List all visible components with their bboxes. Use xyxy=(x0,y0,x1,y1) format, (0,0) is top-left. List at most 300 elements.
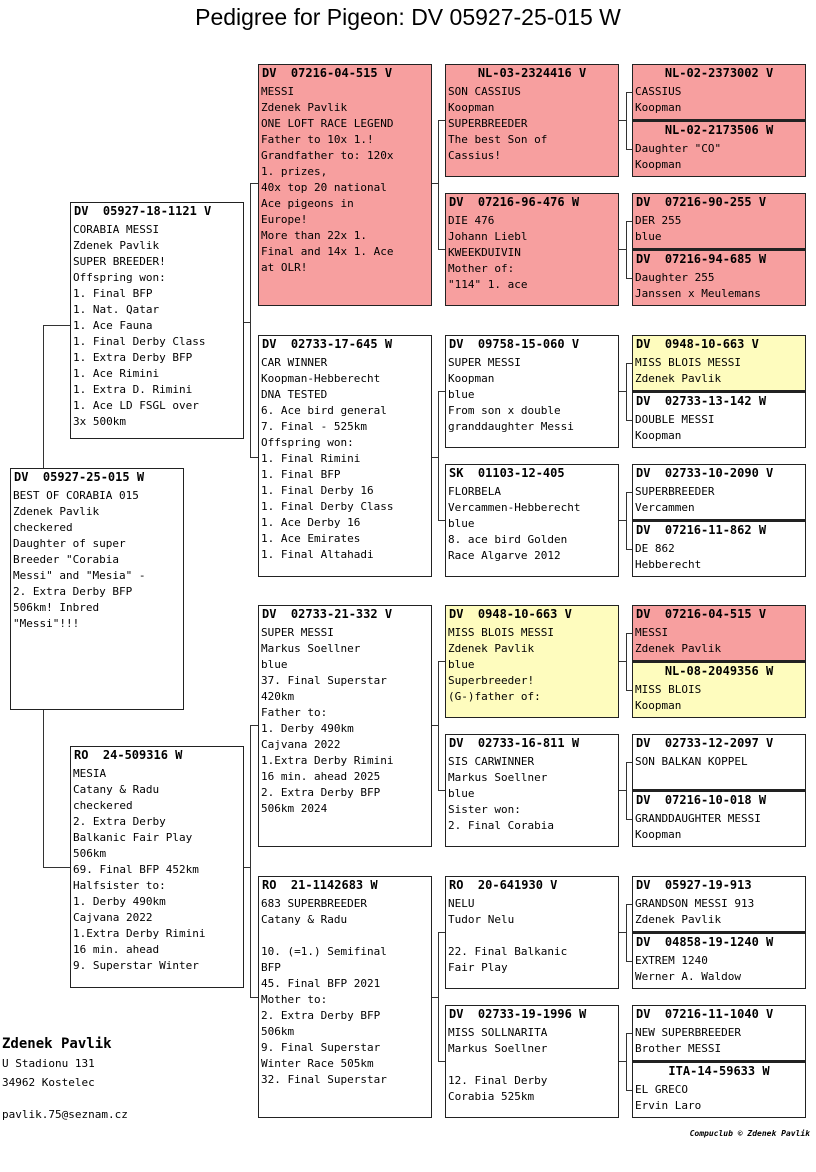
ring-number: DV 07216-11-862 W xyxy=(636,523,767,537)
pigeon-detail-line: Cajvana 2022 xyxy=(261,738,341,751)
pigeon-detail-line: Zdenek Pavlik xyxy=(448,642,535,655)
connector-line xyxy=(250,725,258,726)
ring-number: DV 07216-90-255 V xyxy=(636,195,767,209)
pigeon-detail-line: Winter Race 505km xyxy=(261,1057,374,1070)
pigeon-detail-line: The best Son of xyxy=(448,133,548,146)
pigeon-detail-line: Vercammen xyxy=(635,501,695,514)
ring-number: DV 07216-10-018 W xyxy=(636,793,767,807)
ancestor-pigeon-card xyxy=(632,193,806,249)
pigeon-detail-line: ONE LOFT RACE LEGEND xyxy=(261,117,394,130)
pigeon-detail-line: Ervin Laro xyxy=(635,1099,702,1112)
sire-pigeon-card xyxy=(70,202,244,439)
pigeon-name: SON CASSIUS xyxy=(448,85,521,98)
pigeon-name: MESSI xyxy=(635,626,669,639)
pigeon-detail-line: Zdenek Pavlik xyxy=(635,372,722,385)
ancestor-pigeon-card xyxy=(632,791,806,847)
ring-number: DV 02733-10-2090 V xyxy=(636,466,774,480)
pigeon-detail-line: 1. Final Derby Class xyxy=(73,335,206,348)
great-grandparent-pigeon-card xyxy=(445,193,619,306)
pigeon-detail-line: 37. Final Superstar xyxy=(261,674,387,687)
pigeon-name: GRANDDAUGHTER MESSI xyxy=(635,812,761,825)
pigeon-detail-line: Offspring won: xyxy=(73,271,166,284)
pigeon-detail-line: (G-)father of: xyxy=(448,690,541,703)
pigeon-details xyxy=(446,353,618,435)
pigeon-detail-line: "114" 1. ace xyxy=(448,278,528,291)
ring-number: DV 02733-16-811 W xyxy=(449,736,580,750)
pigeon-name: GRANDSON MESSI 913 xyxy=(635,897,755,910)
ring-number: ITA-14-59633 W xyxy=(668,1064,770,1078)
pigeon-detail-line: 506km 2024 xyxy=(261,802,328,815)
pigeon-detail-line: Offspring won: xyxy=(261,436,354,449)
pigeon-detail-line: 1.Extra Derby Rimini xyxy=(73,927,206,940)
connector-line xyxy=(619,120,626,121)
pigeon-detail-line: Zdenek Pavlik xyxy=(73,239,160,252)
pigeon-details xyxy=(446,623,618,705)
pigeon-detail-line: KWEEKDUIVIN xyxy=(448,246,521,259)
pigeon-name: Daughter "CO" xyxy=(635,142,722,155)
card-divider xyxy=(632,520,806,522)
connector-line xyxy=(626,92,627,149)
great-grandparent-pigeon-card xyxy=(445,335,619,448)
connector-line xyxy=(438,790,445,791)
pigeon-detail-line: Cajvana 2022 xyxy=(73,911,153,924)
connector-line xyxy=(438,932,445,933)
pigeon-detail-line: 10. (=1.) Semifinal xyxy=(261,945,387,958)
ancestor-pigeon-card xyxy=(632,335,806,391)
owner-block xyxy=(2,1035,112,1092)
great-grandparent-pigeon-card xyxy=(445,605,619,718)
connector-line xyxy=(619,249,626,250)
pigeon-detail-line: Markus Soellner xyxy=(448,771,548,784)
pigeon-detail-line: Cassius! xyxy=(448,149,501,162)
pigeon-details xyxy=(446,482,618,564)
pigeon-detail-line: 1. Ace LD FSGL over xyxy=(73,399,199,412)
ring-number: DV 07216-96-476 W xyxy=(449,195,580,209)
pigeon-detail-line: Koopman xyxy=(635,699,682,712)
pigeon-detail-line: 2. Extra Derby BFP xyxy=(261,1009,381,1022)
pigeon-detail-line: 16 min. ahead xyxy=(73,943,160,956)
pigeon-detail-line: 1. Derby 490km xyxy=(261,722,354,735)
pigeon-name: DOUBLE MESSI xyxy=(635,413,715,426)
pigeon-detail-line: 1. Ace Fauna xyxy=(73,319,153,332)
pigeon-detail-line: Brother MESSI xyxy=(635,1042,722,1055)
pigeon-details xyxy=(633,539,805,573)
pigeon-detail-line: 1. Final Altahadi xyxy=(261,548,374,561)
ring-number: DV 0948-10-663 V xyxy=(449,607,572,621)
ancestor-pigeon-card xyxy=(632,521,806,577)
connector-line xyxy=(438,661,445,662)
pigeon-detail-line: Koopman xyxy=(635,429,682,442)
pigeon-detail-line: Father to 10x 1.! xyxy=(261,133,374,146)
pigeon-name: BEST OF CORABIA 015 xyxy=(13,489,139,502)
pigeon-detail-line: 420km xyxy=(261,690,295,703)
pigeon-detail-line: Messi" and "Mesia" - xyxy=(13,569,146,582)
pigeon-detail-line: 1. Ace Emirates xyxy=(261,532,361,545)
pigeon-detail-line: 8. ace bird Golden xyxy=(448,533,568,546)
pigeon-detail-line: 1. Extra Derby BFP xyxy=(73,351,193,364)
ring-number: NL-02-2373002 V xyxy=(664,66,774,80)
pigeon-detail-line: Janssen x Meulemans xyxy=(635,287,761,300)
connector-line xyxy=(432,725,438,726)
pigeon-name: NELU xyxy=(448,897,475,910)
pigeon-detail-line: Daughter of super xyxy=(13,537,126,550)
owner-name: Zdenek Pavlik xyxy=(2,1036,112,1052)
ancestor-pigeon-card xyxy=(632,662,806,718)
ring-number: DV 02733-12-2097 V xyxy=(636,736,774,750)
pigeon-name: NEW SUPERBREEDER xyxy=(635,1026,741,1039)
pigeon-detail-line: SUPER BREEDER! xyxy=(73,255,166,268)
pigeon-detail-line: Father to: xyxy=(261,706,328,719)
ring-number: SK 01103-12-405 xyxy=(449,466,565,480)
pigeon-details xyxy=(633,1023,805,1057)
pigeon-details xyxy=(633,1080,805,1114)
pigeon-detail-line: checkered xyxy=(13,521,73,534)
pigeon-detail-line: Hebberecht xyxy=(635,558,702,571)
pigeon-detail-line: Mother of: xyxy=(448,262,515,275)
pigeon-detail-line: 506km xyxy=(261,1025,295,1038)
pigeon-detail-line: checkered xyxy=(73,799,133,812)
connector-line xyxy=(619,391,626,392)
pigeon-details xyxy=(633,353,805,387)
connector-line xyxy=(244,322,250,323)
ring-number: DV 04858-19-1240 W xyxy=(636,935,774,949)
ancestor-pigeon-card xyxy=(632,64,806,120)
pigeon-detail-line: 2. Extra Derby xyxy=(73,815,166,828)
pigeon-detail-line: 1. Ace Rimini xyxy=(73,367,160,380)
connector-line xyxy=(438,1061,445,1062)
card-divider xyxy=(632,120,806,122)
great-grandparent-pigeon-card xyxy=(445,64,619,177)
pigeon-details xyxy=(633,482,805,516)
pigeon-detail-line: 1. Nat. Qatar xyxy=(73,303,160,316)
pigeon-detail-line: 7. Final - 525km xyxy=(261,420,367,433)
pigeon-name: DE 862 xyxy=(635,542,675,555)
connector-line xyxy=(432,457,438,458)
pigeon-detail-line: 1. Final Rimini xyxy=(261,452,361,465)
pigeon-detail-line: Zdenek Pavlik xyxy=(635,913,722,926)
pigeon-name: CORABIA MESSI xyxy=(73,223,160,236)
connector-line xyxy=(619,932,626,933)
connector-line xyxy=(438,391,439,520)
pigeon-detail-line: Catany & Radu xyxy=(261,913,348,926)
pigeon-detail-line: 506km xyxy=(73,847,107,860)
pigeon-name: SUPERBREEDER xyxy=(635,485,715,498)
pigeon-details xyxy=(633,951,805,985)
connector-line xyxy=(626,904,627,961)
pigeon-detail-line: Breeder "Corabia xyxy=(13,553,119,566)
pigeon-detail-line: Superbreeder! xyxy=(448,674,535,687)
connector-line xyxy=(43,867,70,868)
card-divider xyxy=(632,1061,806,1063)
dam-pigeon-card xyxy=(70,746,244,988)
owner-city: 34962 Kostelec xyxy=(2,1076,95,1089)
pigeon-detail-line: 1. Final BFP xyxy=(261,468,341,481)
ancestor-pigeon-card xyxy=(632,121,806,177)
pigeon-name: MISS BLOIS MESSI xyxy=(448,626,554,639)
pigeon-detail-line: Koopman xyxy=(448,101,495,114)
great-grandparent-pigeon-card xyxy=(445,734,619,847)
connector-line xyxy=(626,1033,627,1090)
pigeon-name: FLORBELA xyxy=(448,485,501,498)
pigeon-name: CASSIUS xyxy=(635,85,682,98)
pigeon-details xyxy=(71,220,243,430)
pigeon-detail-line: granddaughter Messi xyxy=(448,420,574,433)
pigeon-detail-line: 6. Ace bird general xyxy=(261,404,387,417)
pigeon-name: EL GRECO xyxy=(635,1083,688,1096)
pigeon-name: DER 255 xyxy=(635,214,682,227)
connector-line xyxy=(250,725,251,997)
pigeon-detail-line: DNA TESTED xyxy=(261,388,328,401)
pigeon-details xyxy=(633,809,805,843)
ring-number: DV 07216-94-685 W xyxy=(636,252,767,266)
pigeon-detail-line: Sister won: xyxy=(448,803,521,816)
pigeon-details xyxy=(633,410,805,444)
pigeon-detail-line: Werner A. Waldow xyxy=(635,970,741,983)
ancestor-pigeon-card xyxy=(632,933,806,989)
ring-number: DV 0948-10-663 V xyxy=(636,337,759,351)
pigeon-detail-line: Koopman xyxy=(635,828,682,841)
pigeon-detail-line: Markus Soellner xyxy=(448,1042,548,1055)
pigeon-name: DIE 476 xyxy=(448,214,495,227)
pigeon-detail-line: Tudor Nelu xyxy=(448,913,515,926)
pigeon-name: SON BALKAN KOPPEL xyxy=(635,755,748,768)
ancestor-pigeon-card xyxy=(632,1062,806,1118)
ancestor-pigeon-card xyxy=(632,464,806,520)
pigeon-name: MISS SOLLNARITA xyxy=(448,1026,548,1039)
pigeon-detail-line: blue xyxy=(448,787,475,800)
pigeon-name: CAR WINNER xyxy=(261,356,328,369)
pigeon-detail-line: 1. Derby 490km xyxy=(73,895,166,908)
ring-number: NL-02-2173506 W xyxy=(664,123,774,137)
pigeon-detail-line xyxy=(448,928,618,944)
great-grandparent-pigeon-card xyxy=(445,876,619,989)
pigeon-detail-line: blue xyxy=(261,658,288,671)
connector-line xyxy=(619,520,626,521)
ancestor-pigeon-card xyxy=(632,1005,806,1061)
pigeon-detail-line: blue xyxy=(635,230,662,243)
connector-line xyxy=(626,762,627,819)
pigeon-detail-line: 2. Extra Derby BFP xyxy=(261,786,381,799)
ancestor-pigeon-card xyxy=(632,734,806,790)
ring-number: DV 05927-18-1121 V xyxy=(74,204,212,218)
owner-email[interactable]: pavlik.75@seznam.cz xyxy=(2,1108,128,1121)
pigeon-details xyxy=(446,894,618,976)
pigeon-detail-line: 9. Final Superstar xyxy=(261,1041,381,1054)
connector-line xyxy=(43,710,44,867)
pigeon-detail-line: 1.Extra Derby Rimini xyxy=(261,754,394,767)
ring-number: DV 07216-04-515 V xyxy=(636,607,767,621)
pigeon-detail-line: 506km! Inbred xyxy=(13,601,100,614)
ring-number: DV 02733-17-645 W xyxy=(262,337,393,351)
ring-number: DV 07216-04-515 V xyxy=(262,66,393,80)
pigeon-details xyxy=(446,752,618,834)
pigeon-details xyxy=(446,1023,618,1105)
pigeon-details xyxy=(259,82,431,276)
copyright-footer: Compuclub © Zdenek Pavlik xyxy=(689,1129,810,1138)
pigeon-detail-line: 1. Ace Derby 16 xyxy=(261,516,361,529)
ring-number: DV 07216-11-1040 V xyxy=(636,1007,774,1021)
pigeon-name: SIS CARWINNER xyxy=(448,755,535,768)
pigeon-detail-line: From son x double xyxy=(448,404,561,417)
ring-number: DV 02733-19-1996 W xyxy=(449,1007,587,1021)
pigeon-detail-line: Halfsister to: xyxy=(73,879,166,892)
pigeon-details xyxy=(633,680,805,714)
connector-line xyxy=(43,325,70,326)
pigeon-detail-line: Vercammen-Hebberecht xyxy=(448,501,581,514)
pigeon-detail-line: 1. Final BFP xyxy=(73,287,153,300)
pigeon-detail-line: 16 min. ahead 2025 xyxy=(261,770,381,783)
pigeon-details xyxy=(11,486,183,632)
connector-line xyxy=(438,249,445,250)
pigeon-name: MISS BLOIS xyxy=(635,683,702,696)
grandparent-pigeon-card xyxy=(258,335,432,577)
connector-line xyxy=(619,790,626,791)
grandparent-pigeon-card xyxy=(258,605,432,847)
pigeon-details xyxy=(633,268,805,302)
pigeon-detail-line: Catany & Radu xyxy=(73,783,160,796)
ring-number: DV 09758-15-060 V xyxy=(449,337,580,351)
pigeon-detail-line: at OLR! xyxy=(261,261,308,274)
ring-number: DV 02733-13-142 W xyxy=(636,394,767,408)
pigeon-detail-line: "Messi"!!! xyxy=(13,617,80,630)
pigeon-detail-line: Race Algarve 2012 xyxy=(448,549,561,562)
ancestor-pigeon-card xyxy=(632,876,806,932)
pigeon-detail-line: Fair Play xyxy=(448,961,508,974)
pigeon-detail-line: Zdenek Pavlik xyxy=(13,505,100,518)
pigeon-details xyxy=(633,139,805,173)
ring-number: RO 20-641930 V xyxy=(449,878,558,892)
connector-line xyxy=(619,1061,626,1062)
pigeon-detail-line: Zdenek Pavlik xyxy=(261,101,348,114)
pigeon-detail-line: Koopman-Hebberecht xyxy=(261,372,381,385)
grandparent-pigeon-card xyxy=(258,876,432,1118)
pigeon-details xyxy=(633,82,805,116)
card-divider xyxy=(632,661,806,663)
pigeon-detail-line: Corabia 525km xyxy=(448,1090,535,1103)
connector-line xyxy=(438,391,445,392)
connector-line xyxy=(619,661,626,662)
ring-number: DV 02733-21-332 V xyxy=(262,607,393,621)
ring-number: NL-03-2324416 V xyxy=(477,66,587,80)
connector-line xyxy=(626,363,627,420)
pigeon-detail-line: 40x top 20 national xyxy=(261,181,387,194)
ring-number: NL-08-2049356 W xyxy=(664,664,774,678)
pigeon-name: MISS BLOIS MESSI xyxy=(635,356,741,369)
connector-line xyxy=(438,120,445,121)
ring-number: RO 21-1142683 W xyxy=(262,878,378,892)
connector-line xyxy=(43,325,44,468)
pigeon-detail-line: blue xyxy=(448,658,475,671)
ring-number: RO 24-509316 W xyxy=(74,748,183,762)
grandparent-pigeon-card xyxy=(258,64,432,306)
pigeon-detail-line: Grandfather to: 120x xyxy=(261,149,394,162)
card-divider xyxy=(632,790,806,792)
pigeon-name: SUPER MESSI xyxy=(448,356,521,369)
pigeon-name: EXTREM 1240 xyxy=(635,954,708,967)
pigeon-details xyxy=(633,623,805,657)
pigeon-detail-line: Johann Liebl xyxy=(448,230,528,243)
pigeon-details xyxy=(446,211,618,293)
pigeon-details xyxy=(633,752,805,770)
connector-line xyxy=(438,120,439,249)
great-grandparent-pigeon-card xyxy=(445,464,619,577)
pigeon-details xyxy=(259,623,431,817)
pigeon-details xyxy=(259,353,431,563)
connector-line xyxy=(626,492,627,549)
connector-line xyxy=(438,661,439,790)
pigeon-detail-line: Mother to: xyxy=(261,993,328,1006)
pigeon-detail-line: 1. Extra D. Rimini xyxy=(73,383,193,396)
pigeon-name: MESSI xyxy=(261,85,295,98)
great-grandparent-pigeon-card xyxy=(445,1005,619,1118)
pigeon-detail-line xyxy=(261,928,431,944)
ring-number: DV 05927-19-913 xyxy=(636,878,752,892)
pigeon-detail-line: Koopman xyxy=(635,158,682,171)
pigeon-detail-line: blue xyxy=(448,517,475,530)
ancestor-pigeon-card xyxy=(632,392,806,448)
pigeon-detail-line xyxy=(448,1057,618,1073)
pigeon-name: Daughter 255 xyxy=(635,271,715,284)
ancestor-pigeon-card xyxy=(632,250,806,306)
pigeon-detail-line: 69. Final BFP 452km xyxy=(73,863,199,876)
pigeon-details xyxy=(633,894,805,928)
pigeon-details xyxy=(633,211,805,245)
pigeon-detail-line: Ace pigeons in xyxy=(261,197,354,210)
pigeon-name: 683 SUPERBREEDER xyxy=(261,897,367,910)
pigeon-detail-line: 1. Final Derby Class xyxy=(261,500,394,513)
card-divider xyxy=(632,932,806,934)
pigeon-detail-line: Koopman xyxy=(635,101,682,114)
pigeon-details xyxy=(446,82,618,164)
pigeon-detail-line: 1. Final Derby 16 xyxy=(261,484,374,497)
pigeon-detail-line: 1. prizes, xyxy=(261,165,328,178)
connector-line xyxy=(432,997,438,998)
subject-pigeon-card xyxy=(10,468,184,710)
pigeon-detail-line: 45. Final BFP 2021 xyxy=(261,977,381,990)
pigeon-details xyxy=(71,764,243,974)
pigeon-detail-line: 12. Final Derby xyxy=(448,1074,548,1087)
pigeon-detail-line: Balkanic Fair Play xyxy=(73,831,193,844)
connector-line xyxy=(250,997,258,998)
pigeon-detail-line: Koopman xyxy=(448,372,495,385)
pigeon-name: SUPER MESSI xyxy=(261,626,334,639)
ancestor-pigeon-card xyxy=(632,605,806,661)
connector-line xyxy=(438,932,439,1061)
pigeon-detail-line: SUPERBREEDER xyxy=(448,117,528,130)
pigeon-detail-line: Markus Soellner xyxy=(261,642,361,655)
page-title: Pedigree for Pigeon: DV 05927-25-015 W xyxy=(195,4,621,30)
card-divider xyxy=(632,249,806,251)
pigeon-detail-line: BFP xyxy=(261,961,281,974)
connector-line xyxy=(250,183,251,457)
connector-line xyxy=(626,633,627,690)
pigeon-detail-line: 2. Extra Derby BFP xyxy=(13,585,133,598)
pigeon-detail-line: More than 22x 1. xyxy=(261,229,367,242)
connector-line xyxy=(432,183,438,184)
card-divider xyxy=(632,391,806,393)
pigeon-detail-line: 32. Final Superstar xyxy=(261,1073,387,1086)
pigeon-detail-line: 9. Superstar Winter xyxy=(73,959,199,972)
pigeon-details xyxy=(259,894,431,1088)
pigeon-detail-line: 2. Final Corabia xyxy=(448,819,554,832)
pigeon-detail-line: blue xyxy=(448,388,475,401)
connector-line xyxy=(438,520,445,521)
pigeon-detail-line: Europe! xyxy=(261,213,308,226)
connector-line xyxy=(626,221,627,278)
pigeon-name: MESIA xyxy=(73,767,107,780)
connector-line xyxy=(244,867,250,868)
pigeon-detail-line: Zdenek Pavlik xyxy=(635,642,722,655)
